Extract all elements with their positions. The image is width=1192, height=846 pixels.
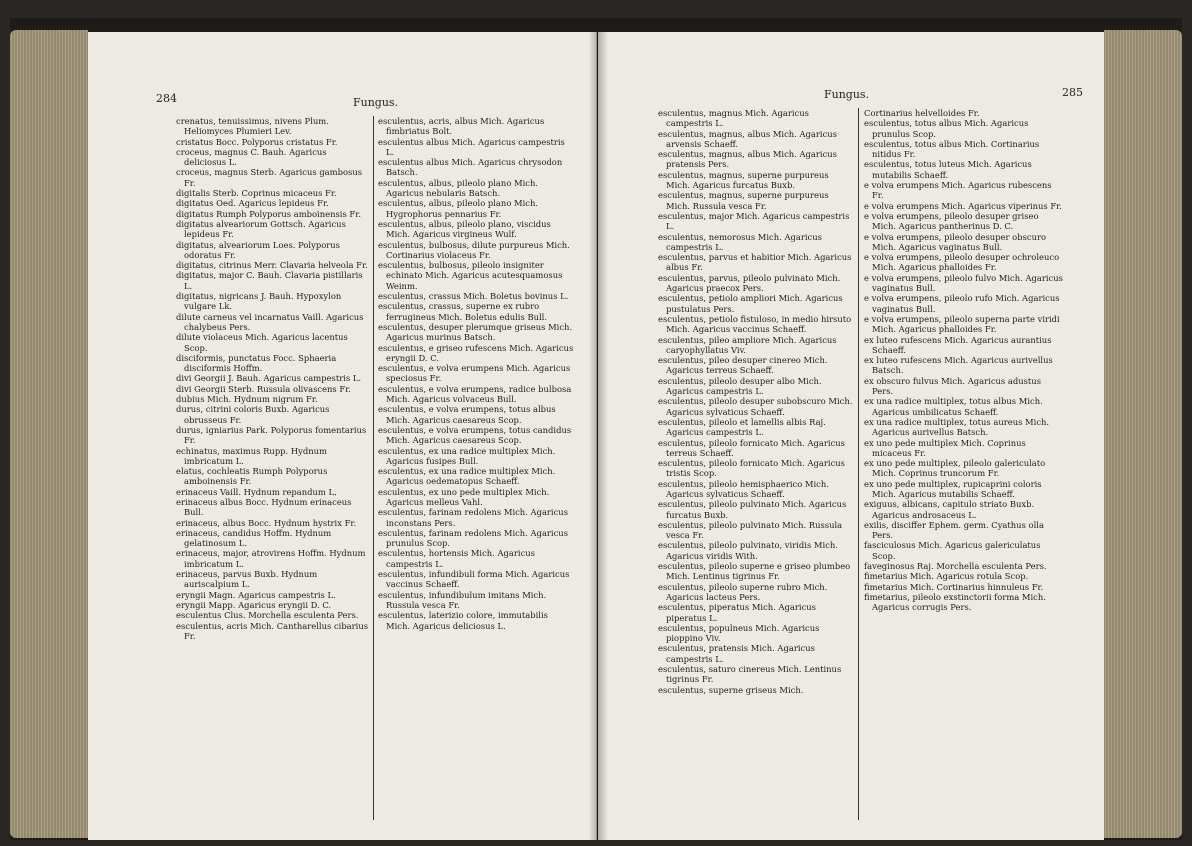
entry-text: fasciculosus Mich. Agaricus galericulatus Scop. xyxy=(864,540,1041,561)
entry-text: esculentus, infundibulum imitans Mich. Russula vesca Fr. xyxy=(378,589,547,610)
page-number: 285 xyxy=(1062,86,1083,99)
entry-text: erinaceus albus Bocc. Hydnum erinaceus Bull. xyxy=(176,496,352,518)
entry-text: esculentus, petiolo fistuloso, in medio hirsuto Mich. Agaricus vaccinus Schaeff. xyxy=(658,313,852,335)
entry-text: esculentus, pileolo pulvinato Mich. Russula vesca Fr. xyxy=(658,519,843,541)
entry-text: esculentus, albus, pileolo plano Mich. Agaricus nebularis Batsch. xyxy=(378,177,539,199)
entry-text: esculentus, parvus, pileolo pulvinato Mich. Agaricus praecox Pers. xyxy=(658,272,841,294)
entry-text: esculentus, bulbosus, pileolo insigniter echinato Mich. Agaricus acutesquamosus Weinm. xyxy=(378,260,563,291)
entry-text: dubius Mich. Hydnum nigrum Fr. xyxy=(176,394,318,405)
column-rule xyxy=(373,116,374,820)
entry-text: esculentus, infundibuli forma Mich. Agaricus vaccinus Schaeff. xyxy=(378,569,570,590)
entry-text: exiguus, albicans, capitulo striato Buxb. Agaricus androsaceus L. xyxy=(864,499,1035,520)
entry-text: dilute carneus vel incarnatus Vaill. Agaricus chalybeus Pers. xyxy=(176,311,364,332)
column-rule xyxy=(858,108,859,820)
entry-text: esculentus, pileolo pulvinato, viridis Mich. Agaricus viridis With. xyxy=(658,540,838,561)
entry-text: divi Georgii J. Bauh. Agaricus campestris L. xyxy=(176,373,362,384)
entry-text: esculentus, parvus et habitior Mich. Agaricus albus Fr. xyxy=(658,252,852,273)
entry-text: digitatus Oed. Agaricus lepideus Fr. xyxy=(176,198,329,209)
right-column-1 xyxy=(658,108,854,695)
entry-text: esculentus, pileolo et lamellis albis Raj. Agaricus campestris L. xyxy=(658,416,826,438)
entry-text: fimetarius Mich. Agaricus rotula Scop. xyxy=(864,571,1029,582)
entry-text: esculentus, piperatus Mich. Agaricus piperatus L. xyxy=(658,602,816,623)
entry-text: ex obscuro fulvus Mich. Agaricus adustus Pers. xyxy=(864,375,1041,397)
entry-text: digitatus, alveariorum Loes. Polyporus odoratus Fr. xyxy=(176,239,340,260)
entry-text: dilute violaceus Mich. Agaricus lacentus Scop. xyxy=(176,332,348,353)
entry-text: durus, citrini coloris Buxb. Agaricus obrusseus Fr. xyxy=(176,404,330,425)
entry-text: esculentus, saturo cinereus Mich. Lentinus tigrinus Fr. xyxy=(658,664,842,685)
entry-text: erinaceus, parvus Buxb. Hydnum auriscalpium L. xyxy=(176,569,318,590)
entry-text: e volva erumpens Mich. Agaricus viperinus Fr. xyxy=(864,200,1062,211)
entry-text: cristatus Bocc. Polyporus cristatus Fr. xyxy=(176,136,338,147)
entry-text: e volva erumpens, pileolo desuper griseo Mich. Agaricus pantherinus D. C. xyxy=(864,210,1039,232)
entry-text: digitatus Rumph Polyporus amboinensis Fr. xyxy=(176,208,361,219)
right-page xyxy=(598,32,1104,840)
entry-text: esculentus, pileolo desuper albo Mich. Agaricus campestris L. xyxy=(658,375,822,397)
entry-text: esculentus, e volva erumpens, totus candidus Mich. Agaricus caesareus Scop. xyxy=(378,424,572,446)
entry-text: fimetarius, pileolo exstinctorii forma Mich. Agaricus corrugis Pers. xyxy=(864,591,1046,613)
entry-text: esculentus, magnus, superne purpureus Mich. Agaricus furcatus Buxb. xyxy=(658,169,829,191)
entry-text: esculentus, pileolo superne e griseo plumbeo Mich. Lentinus tigrinus Fr. xyxy=(658,561,851,582)
page-edges-right xyxy=(1104,30,1182,838)
entry-text: erinaceus, albus Bocc. Hydnum hystrix Fr. xyxy=(176,517,357,528)
entry-text: esculentus, pileo desuper cinereo Mich. Agaricus terreus Schaeff. xyxy=(658,355,828,376)
entry-text: crenatus, tenuissimus, nivens Plum. Heliomyces Plumieri Lev. xyxy=(176,116,329,137)
entry-text: digitatus, major C. Bauh. Clavaria pistillaris L. xyxy=(176,270,363,291)
running-head: Fungus. xyxy=(824,88,870,101)
entry-text: esculentus, magnus, albus Mich. Agaricus arvensis Schaeff. xyxy=(658,128,837,149)
entry-text: esculentus, crassus Mich. Boletus bovinus L. xyxy=(378,291,569,302)
entry-text: esculentus, bulbosus, dilute purpureus Mich. Cortinarius violaceus Fr. xyxy=(378,239,570,260)
entry-text: faveginosus Raj. Morchella esculenta Pers. xyxy=(864,561,1047,572)
entry-text: esculentus, pileo ampliore Mich. Agaricus caryophyllatus Viv. xyxy=(658,334,837,355)
entry-text: exilis, disciffer Ephem. germ. Cyathus olla Pers. xyxy=(864,519,1044,541)
entry-text: esculentus, desuper plerumque griseus Mich. Agaricus murinus Batsch. xyxy=(378,321,573,343)
entry-text: ex uno pede multiplex, pileolo galericulato Mich. Coprinus truncorum Fr. xyxy=(864,458,1046,479)
entry-text: e volva erumpens, pileolo desuper obscuro Mich. Agaricus vaginatus Bull. xyxy=(864,231,1047,252)
entry-text: esculentus, ex una radice multiplex Mich. Agaricus oedematopus Schaeff. xyxy=(378,466,556,487)
running-head: Fungus. xyxy=(353,96,399,109)
entry-text: esculentus, superne griseus Mich. xyxy=(658,684,804,695)
entry-text: esculentus, pileolo fornicato Mich. Agaricus terreus Schaeff. xyxy=(658,437,845,458)
entry-text: ex luteo rufescens Mich. Agaricus aurantius Schaeff. xyxy=(864,334,1052,355)
entry-text: esculentus, totus albus Mich. Cortinarius nitidus Fr. xyxy=(864,138,1040,160)
entry-text: durus, igniarius Park. Polyporus fomentarius Fr. xyxy=(176,424,367,446)
entry-text: elatus, cochleatis Rumph Polyporus amboinensis Fr. xyxy=(176,466,328,487)
entry-text: esculentus Clus. Morchella esculenta Pers. xyxy=(176,610,359,621)
entry-text: esculentus, magnus, albus Mich. Agaricus pratensis Pers. xyxy=(658,149,837,170)
page-number: 284 xyxy=(156,92,177,105)
entry-text: e volva erumpens, pileolo rufo Mich. Agaricus vaginatus Bull. xyxy=(864,293,1060,314)
entry-text: ex luteo rufescens Mich. Agaricus aurivellus Batsch. xyxy=(864,355,1053,376)
entry-text: eryngii Magn. Agaricus campestris L. xyxy=(176,589,336,600)
entry-text: erinaceus, candidus Hoffm. Hydnum gelatinosum L. xyxy=(176,527,332,549)
gutter-shadow xyxy=(588,32,608,840)
entry-text: e volva erumpens Mich. Agaricus rubescens Fr. xyxy=(864,180,1052,201)
left-column-2 xyxy=(378,116,574,631)
entry-text: esculentus, e volva erumpens Mich. Agaricus speciosus Fr. xyxy=(378,363,571,384)
entry-text: esculentus, magnus Mich. Agaricus campestris L. xyxy=(658,108,809,129)
entry-text: esculentus, albus, pileolo plano, viscidus Mich. Agaricus virgineus Wulf. xyxy=(378,218,551,240)
entry-text: esculentus, acris, albus Mich. Agaricus fimbriatus Bolt. xyxy=(378,116,545,137)
entry-text: eryngii Mapp. Agaricus eryngii D. C. xyxy=(176,599,332,610)
entry-text: e volva erumpens, pileolo superna parte viridi Mich. Agaricus phalloides Fr. xyxy=(864,313,1060,335)
entry-text: croceus, magnus C. Bauh. Agaricus deliciosus L. xyxy=(176,146,327,168)
entry-text: esculentus, laterizio colore, immutabilis Mich. Agaricus deliciosus L. xyxy=(378,610,548,631)
entry-text: digitatus, citrinus Merr. Clavaria helveola Fr. xyxy=(176,260,368,271)
entry-text: digitatus, nigricans J. Bauh. Hypoxylon vulgare Lk. xyxy=(176,291,342,312)
entry-text: esculentus, magnus, superne purpureus Mich. Russula vesca Fr. xyxy=(658,190,829,211)
entry-text: erinaceus, major, atrovirens Hoffm. Hydnum imbricatum L. xyxy=(176,548,366,569)
entry-text: esculentus, major Mich. Agaricus campestris L. xyxy=(658,210,850,232)
entry-text: esculentus, acris Mich. Cantharellus cibarius Fr. xyxy=(176,620,369,641)
entry-text: e volva erumpens, pileolo desuper ochroleuco Mich. Agaricus phalloides Fr. xyxy=(864,252,1060,273)
entry-text: esculentus, ex uno pede multiplex Mich. Agaricus melleus Vahl. xyxy=(378,486,550,507)
entry-text: Cortinarius helvelloides Fr. xyxy=(864,108,980,118)
entry-text: ex uno pede multiplex, rupicaprini coloris Mich. Agaricus mutabilis Schaeff. xyxy=(864,478,1042,499)
entry-text: esculentus, pileolo pulvinato Mich. Agaricus furcatus Buxb. xyxy=(658,499,847,520)
entry-text: esculentus, populneus Mich. Agaricus pioppino Viv. xyxy=(658,622,820,644)
entry-text: esculentus, pileolo hemisphaerico Mich. Agaricus sylvaticus Schaeff. xyxy=(658,478,829,499)
entry-text: digitatus alveariorum Gottsch. Agaricus lepideus Fr. xyxy=(176,218,346,240)
left-column-1 xyxy=(176,116,371,641)
entry-text: e volva erumpens, pileolo fulvo Mich. Agaricus vaginatus Bull. xyxy=(864,272,1063,294)
entry-text: esculentus, hortensis Mich. Agaricus campestris L. xyxy=(378,548,535,569)
entry-text: esculentus, pileolo fornicato Mich. Agaricus tristis Scop. xyxy=(658,458,845,479)
entry-text: esculentus, petiolo ampliori Mich. Agaricus pustulatus Pers. xyxy=(658,293,843,314)
entry-text: esculentus, e griseo rufescens Mich. Agaricus eryngii D. C. xyxy=(378,342,574,363)
entry-text: disciformis, punctatus Focc. Sphaeria disciformis Hoffm. xyxy=(176,352,337,374)
entry-text: esculentus, pileolo superne rubro Mich. Agaricus lacteus Pers. xyxy=(658,581,828,602)
entry-text: divi Georgii Sterb. Russula olivascens Fr. xyxy=(176,383,351,394)
entry-text: esculentus, farinam redolens Mich. Agaricus inconstans Pers. xyxy=(378,507,568,528)
entry-text: esculentus, albus, pileolo plano Mich. Hygrophorus pennarius Fr. xyxy=(378,198,539,219)
entry-text: esculentus, totus luteus Mich. Agaricus mutabilis Schaeff. xyxy=(864,159,1032,180)
entry-text: esculentus, e volva erumpens, totus albus Mich. Agaricus caesareus Scop. xyxy=(378,404,556,425)
page-edges-left xyxy=(10,30,88,838)
entry-text: esculentus, ex una radice multiplex Mich. Agaricus fusipes Bull. xyxy=(378,445,556,466)
entry-text: echinatus, maximus Rupp. Hydnum imbricatum L. xyxy=(176,445,327,466)
right-column-2 xyxy=(864,108,1064,613)
entry-text: esculentus, nemorosus Mich. Agaricus campestris L. xyxy=(658,231,822,252)
entry-text: ex una radice multiplex, totus albus Mich. Agaricus umbilicatus Schaeff. xyxy=(864,396,1043,417)
entry-text: esculentus, pratensis Mich. Agaricus campestris L. xyxy=(658,643,815,664)
entry-text: digitalis Sterb. Coprinus micaceus Fr. xyxy=(176,188,337,199)
entry-text: esculentus albus Mich. Agaricus campestris L. xyxy=(378,136,565,157)
entry-text: esculentus, e volva erumpens, radice bulbosa Mich. Agaricus volvaceus Bull. xyxy=(378,383,572,405)
entry-text: esculentus albus Mich. Agaricus chrysodon Batsch. xyxy=(378,157,563,178)
book-spread xyxy=(10,18,1182,840)
entry-text: esculentus, totus albus Mich. Agaricus prunulus Scop. xyxy=(864,118,1029,139)
entry-text: erinaceus Vaill. Hydnum repandum L. xyxy=(176,486,337,497)
entry-text: esculentus, farinam redolens Mich. Agaricus prunulus Scop. xyxy=(378,527,568,549)
entry-text: ex uno pede multiplex Mich. Coprinus micaceus Fr. xyxy=(864,437,1026,458)
entry-text: croceus, magnus Sterb. Agaricus gambosus Fr. xyxy=(176,167,363,188)
entry-text: esculentus, crassus, superne ex rubro ferrugineus Mich. Boletus edulis Bull. xyxy=(378,301,548,322)
left-page xyxy=(88,32,597,840)
entry-text: esculentus, pileolo desuper subobscuro Mich. Agaricus sylvaticus Schaeff. xyxy=(658,396,853,417)
entry-text: ex una radice multiplex, totus aureus Mich. Agaricus aurivellus Batsch. xyxy=(864,416,1050,438)
entry-text: fimetarius Mich. Cortinarius hinnuleus Fr. xyxy=(864,581,1044,592)
